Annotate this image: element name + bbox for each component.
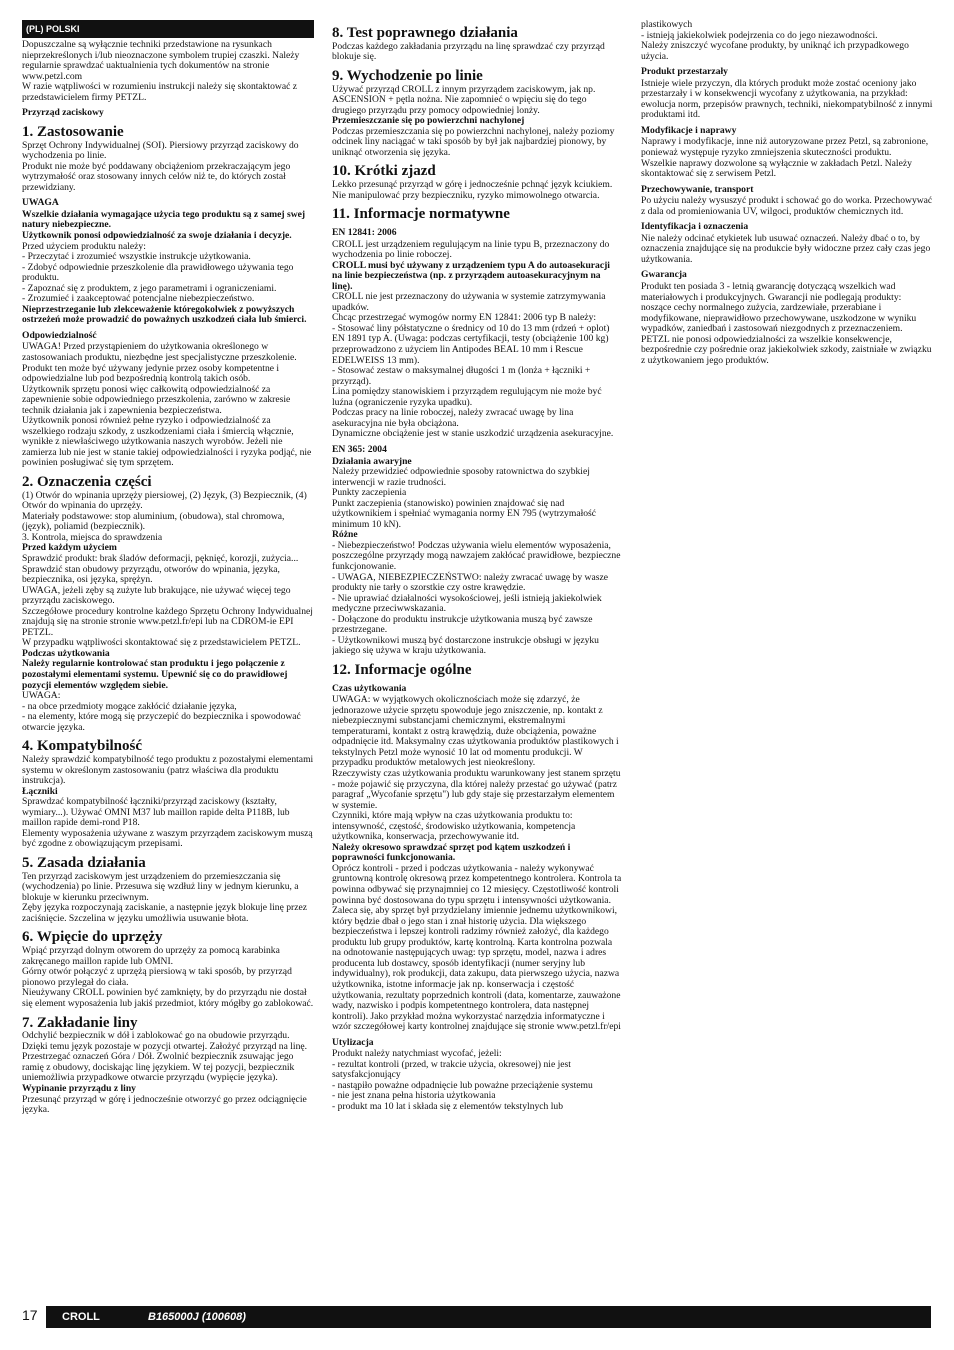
bold-paragraph: Działania awaryjne — [332, 455, 412, 467]
bold-paragraph: Wypinanie przyrządu z liny — [22, 1082, 136, 1094]
paragraph: Czynniki, które mają wpływ na czas użytkowania produktu to: intensywność, częstość, środowisko użytkowania, kompetencja użytkownika, konserwacja, przechowywanie itd. — [332, 810, 576, 843]
paragraph: Przesunąć przyrząd w górę i jednocześnie otworzyć go przez odciągnięcie języka. — [22, 1093, 307, 1116]
bold-paragraph: Podczas użytkowania — [22, 647, 110, 659]
paragraph: - nie jest znana pełna historia użytkowania — [332, 1090, 496, 1102]
subsection-heading: Produkt przestarzały — [641, 66, 728, 78]
bold-paragraph: Nieprzestrzeganie lub zlekceważenie któregokolwiek z powyższych ostrzeżeń może prowadzić do poważnych uszkodzeń ciała lub śmierci. — [22, 303, 307, 326]
paragraph: Górny otwór połączyć z uprzężą piersiową w taki sposób, by przyrząd pionowo przylegał do ciała. — [22, 966, 292, 988]
page-number: 17 — [22, 1307, 38, 1323]
section-heading: 9. Wychodzenie po linie — [332, 67, 483, 84]
paragraph: Używać przyrząd CROLL z innym przyrządem zaciskowym, jak np. ASCENSION + pętla nożna. Nie zapomnieć o wpięciu się do tego drugiego przyrządu przy pomocy odpowiedniej lonży. — [332, 83, 596, 116]
product-model: CROLL — [62, 1311, 100, 1323]
section-heading: 1. Zastosowanie — [22, 123, 124, 140]
bold-paragraph: Wszelkie działania wymagające użycia tego produktu są z samej swej natury niebezpieczne. — [22, 208, 306, 231]
section-heading: 7. Zakładanie liny — [22, 1014, 138, 1031]
paragraph: Produkt ten może być używany jedynie przez osoby kompetentne i odpowiedzialne lub pod bezpośrednią kontrolą takich osób. — [22, 362, 280, 385]
bold-paragraph: Łączniki — [22, 785, 58, 797]
paragraph: - Przeczytać i zrozumieć wszystkie instrukcje użytkowania. — [22, 251, 251, 263]
paragraph: Należy zniszczyć wycofane produkty, by uniknąć ich przypadkowego użycia. — [641, 40, 909, 62]
subsection-heading: EN 12841: 2006 — [332, 227, 397, 239]
paragraph: Dopuszczalne są wyłącznie techniki przedstawione na rysunkach nieprzekreślonych i/lub nieoznaczone symbolem trupiej czaszki. Należy regularnie sprawdzać uaktualnienia tych dokumentów na stronie www.petzl.com — [22, 39, 300, 82]
page-footer — [22, 1306, 931, 1328]
bold-paragraph: Użytkownik ponosi odpowiedzialność za swoje działania i decyzje. — [22, 229, 292, 241]
bold-paragraph: Należy regularnie kontrolować stan produktu i jego połączenie z pozostałymi elementami systemu. Upewnić się co do prawidłowej pozycji elementów względem siebie. — [22, 658, 288, 691]
subsection-heading: EN 365: 2004 — [332, 443, 387, 455]
paragraph: Oprócz kontroli - przed i podczas użytkowania - należy wykonywać gruntowną kontrolę okresową przez kompetentnego kontrolera. Kontrola ta powinna odbywać się przynajmniej co 12 miesięcy. Częstotliwość kontroli powinna być dostosowana do typu sprzętu i intensywności użytkowania. Zaleca się, aby sprzęt był przydzielany imiennie jednemu użytkownikowi, który będzie dbał o jego stan i znał historię użycia. Dla większego bezpieczeństwa i lepszej kontroli radzimy również założyć, dla każdego produktu lub grupy produktów, kartę kontrolną. Karta kontrolna pozwala na odnotowanie następujących uwag: typ sprzętu, model, nazwa i adres producenta lub dostawcy, sposób identyfikacji (numer seryjny lub indywidualny), rok produkcji, data zakupu, data pierwszego użycia, nazwa użytkownika, istotne informacje jak np. konserwacja i częstość użytkowania, rezultaty poprzednich kontroli (data, komentarze, zauważone wady, nazwisko i podpis kompetentnego kontrolera, data następnej kontroli). Jako przykład można wykorzystać narzędzia informatyczne i wzór szczegółowej karty kontrolnej znajdujące się stronie www.petzl.fr/epi — [332, 862, 622, 1033]
column-3 — [641, 20, 933, 1298]
paragraph: W razie wątpliwości w rozumieniu instrukcji należy się skontaktować z przedstawicielem firmy PETZL. — [22, 81, 298, 103]
paragraph: Sprzęt Ochrony Indywidualnej (SOI). Piersiowy przyrząd zaciskowy do wychodzenia po linie. — [22, 139, 299, 162]
bold-paragraph: Przemieszczanie się po powierzchni nachylonej — [332, 115, 525, 127]
subsection-heading: Odpowiedzialność — [22, 329, 97, 341]
paragraph: W przypadku wątpliwości skontaktować się z przedstawicielem PETZL. — [22, 637, 301, 649]
paragraph: plastikowych — [641, 20, 693, 30]
section-heading: 11. Informacje normatywne — [332, 206, 510, 223]
paragraph: - Zdobyć odpowiednie przeszkolenie dla prawidłowego używania tego produktu. — [22, 261, 294, 284]
paragraph: Sprawdzić stan obudowy przyrządu, otworów do wpinania, języka, bezpiecznika, osi języka, sprężyn. — [22, 563, 280, 586]
paragraph: Lina pomiędzy stanowiskiem i przyrządem regulującym nie może być luźna (ograniczenie ryzyka upadku). — [332, 386, 602, 408]
paragraph: Zęby języka rozpoczynają zaciskanie, a następnie język blokuje linę przez zaciśnięcie. Szczelina w języku umożliwia usuwanie błota. — [22, 902, 308, 924]
paragraph: - rezultat kontroli (przed, w trakcie użycia, okresowej) nie jest satysfakcjonujący — [332, 1058, 571, 1081]
paragraph: - na elementy, które mogą się przyczepić do bezpiecznika i spowodować otwarcie języka. — [22, 711, 301, 733]
paragraph: CROLL nie jest przeznaczony do używania w systemie zatrzymywania upadków. — [332, 291, 606, 313]
paragraph: UWAGA: w wyjątkowych okolicznościach może się zdarzyć, że jednorazowe użycie sprzętu spowoduje jego zniszczenie, np. kontakt z niebezpiecznymi substancjami chemicznymi, ekstremalnymi temperaturami, kontakt z ostrą krawędzią, duże obciążenia, poważne odpadnięcie itd. Maksymalny czas użytkowania produktów plastikowych i tekstylnych Petzl może wynosić 10 lat od momentu produkcji. W przypadku produktów metalowych jest nieokreślony. — [332, 694, 619, 769]
section-heading: 8. Test poprawnego działania — [332, 25, 518, 41]
paragraph: Produkt ten posiada 3 - letnią gwarancję dotyczącą wszelkich wad materiałowych i produkcyjnych. Gwarancji nie podlegają produkty: noszące cechy normalnego zużycia, zardzewiałe, przerabiane i modyfikowane, nieprawidłowo przechowywane, uszkodzone w wyniku wypadków, zaniedbań i zastosowań niezgodnych z przeznaczeniem. — [641, 281, 917, 335]
paragraph: Lekko przesunąć przyrząd w górę i jednocześnie pchnąć język kciukiem. Nie manipulować przy bezpieczniku, ryzyko mimowolnego otwarcia. — [332, 179, 613, 201]
paragraph: Nie należy odcinać etykietek lub usuwać oznaczeń. Należy dbać o to, by oznaczenia znajdujące się na produkcie były widoczne przez cały czas jego użytkowania. — [641, 232, 931, 265]
footer-bar — [46, 1306, 931, 1328]
paragraph: Naprawy i modyfikacje, inne niż autoryzowane przez Petzl, są zabronione, ponieważ występuje ryzyko zmniejszenia skuteczności produktu. — [641, 136, 929, 159]
paragraph: Szczegółowe procedury kontrolne każdego Sprzętu Ochrony Indywidualnej znajdują się na stronie stronie www.petzl.fr/epi lub na CDROM-ie EPI PETZL. — [22, 605, 313, 638]
subsection-heading: Czas użytkowania — [332, 682, 407, 694]
paragraph: Sprawdzić produkt: brak śladów deformacji, pęknięć, korozji, zużycia... — [22, 553, 299, 565]
paragraph: Po użyciu należy wysuszyć produkt i schować go do worka. Przechowywać z dala od promieniowania UV, wilgoci, produktów chemicznych itd. — [641, 195, 933, 217]
paragraph: Należy sprawdzić kompatybilność tego produktu z pozostałymi elementami systemu w określonym zastosowaniu (patrz właściwa dla produktu instrukcja). — [22, 754, 314, 787]
paragraph: - istnieją jakiekolwiek podejrzenia co do jego niezawodności. — [641, 29, 878, 41]
section-heading: 4. Kompatybilność — [22, 738, 143, 755]
paragraph: Elementy wyposażenia używane z waszym przyrządem zaciskowym muszą być zgodne z obowiązującym przepisami. — [22, 827, 313, 850]
paragraph: Należy przewidzieć odpowiednie sposoby ratownictwa do szybkiej interwencji w razie trudności. — [332, 466, 590, 488]
paragraph: Produkt należy natychmiast wycofać, jeżeli: — [332, 1048, 502, 1060]
paragraph: - UWAGA, NIEBEZPIECZEŃSTWO: należy zwracać uwagę by wasze produkty nie tarły o szorstkie czy ostre krawędzie. — [332, 571, 608, 594]
subsection-heading: Identyfikacja i oznaczenia — [641, 221, 749, 233]
paragraph: Przed użyciem produktu należy: — [22, 240, 146, 252]
section-heading: 12. Informacje ogólne — [332, 661, 472, 678]
paragraph: - produkt ma 10 lat i składa się z elementów tekstylnych lub — [332, 1100, 563, 1112]
paragraph: - Zapoznać się z produktem, z jego parametrami i ograniczeniami. — [22, 282, 277, 294]
paragraph: Punkty zaczepienia — [332, 487, 407, 499]
paragraph: - Niebezpieczeństwo! Podczas używania wielu elementów wyposażenia, poszczególne przyrządy mogą nawzajem zakłócać prawidłowe, bezpieczne funkcjonowanie. — [332, 539, 621, 572]
column-1 — [22, 20, 314, 1298]
paragraph: - na obce przedmioty mogące zakłócić działanie języka, — [22, 700, 237, 712]
subsection-heading: Utylizacja — [332, 1036, 374, 1048]
subsection-heading: Przechowywanie, transport — [641, 183, 754, 195]
bold-paragraph: Różne — [332, 529, 358, 541]
paragraph: UWAGA, jeżeli zęby są zużyte lub brakujące, nie używać więcej tego przyrządu zaciskowego. — [22, 584, 291, 607]
paragraph: Podczas przemieszczania się po powierzchni nachylonej, należy poziomy odcinek liny naciągać w taki sposób by był jak najbardziej pionowy, by uniknąć otworzenia się języka. — [332, 125, 615, 158]
paragraph: UWAGA! Przed przystąpieniem do użytkowania określonego w zastosowaniach produktu, niezbędne jest specjalistyczne przeszkolenie. — [22, 341, 297, 363]
paragraph: Punkt zaczepienia (stanowisko) powinien znajdować się nad użytkownikiem i spełniać wymagania normy EN 795 (wytrzymałość minimum 10 kN). — [332, 497, 597, 530]
paragraph: PETZL nie ponosi odpowiedzialności za wszelkie konsekwencje, bezpośrednie czy pośrednie oraz jakiekolwiek szkody, zaistniałe w związku z użytkowaniem jego produktów. — [641, 333, 932, 366]
paragraph: Wszelkie naprawy dozwolone są wyłącznie w zakładach Petzl. Należy skontaktować się z serwisem Petzl. — [641, 157, 912, 180]
section-heading: 5. Zasada działania — [22, 854, 146, 871]
paragraph: Wpiąć przyrząd dolnym otworem do uprzęży za pomocą karabinka zakręcanego maillon rapide lub OMNI. — [22, 945, 280, 967]
paragraph: Użytkownik ponosi również pełne ryzyko i odpowiedzialność za wszelkiego rodzaju szkody, z uszkodzeniami ciała i śmiercią włącznie, wynikłe z niewłaściwego użytkowania naszych wyrobów. Jeżeli nie zamierza lub nie jest w stanie takiej odpowiedzialności i ryzyka podjąć, nie powinien posługiwać się tym sprzętem. — [22, 415, 312, 469]
paragraph: Ten przyrząd zaciskowym jest urządzeniem do przemieszczania się (wychodzenia) po linie. Przesuwa się wzdłuż liny w jednym kierunku, a blokuje w kierunku przeciwnym. — [22, 870, 299, 903]
bold-paragraph: Należy okresowo sprawdzać sprzęt pod kątem uszkodzeń i poprawności funkcjonowania. — [332, 841, 571, 864]
column-2 — [332, 20, 622, 1298]
paragraph: Istnieje wiele przyczyn, dla których produkt może zostać oceniony jako przestarzały i w konsekwencji wycofany z użytkowania, na przykład: ewolucja norm, przepisów prawnych, techniki, niekompatybilność z innymi produktami itd. — [641, 77, 933, 121]
paragraph: Rzeczywisty czas użytkowania produktu warunkowany jest stanem sprzętu - może pojawić się przyczyna, dla której należy przestać go używać (patrz paragraf „Wycofanie sprzętu") lub gdy staje się przestarzałym elementem w systemie. — [332, 768, 621, 811]
paragraph: (1) Otwór do wpinania uprzęży piersiowej, (2) Język, (3) Bezpiecznik, (4) Otwór do wpinania do uprzęży. — [22, 489, 307, 512]
bold-paragraph: CROLL musi być używany z urządzeniem typu A do autoasekuracji na linie bezpieczeństwa (np. z przyrządem autoasekuracyjnym na linę). — [332, 259, 610, 292]
paragraph: Odchylić bezpiecznik w dół i zablokować go na obudowie przyrządu. Dzięki temu język pozostaje w pozycji otwartej. Założyć przyrząd na linę. Przestrzegać oznaczeń Góra / Dół. Zwolnić bezpiecznik zsuwając jego ramię z obudowy, dociskając linę językiem. W tej pozycji, bezpiecznik uniemożliwia przypadkowe otwarcie przyrządu (wypięcie języka). — [22, 1030, 308, 1084]
paragraph: - Dołączone do produktu instrukcje użytkowania muszą być zawsze przestrzegane. — [332, 613, 593, 636]
document-reference: B165000J (100608) — [148, 1311, 246, 1323]
section-heading: 6. Wpięcie do uprzęży — [22, 929, 163, 946]
section-heading: 2. Oznaczenia części — [22, 473, 152, 490]
subsection-heading: Modyfikacje i naprawy — [641, 124, 737, 136]
paragraph: CROLL jest urządzeniem regulującym na linie typu B, przeznaczony do wychodzenia po linie roboczej. — [332, 238, 610, 261]
paragraph: - Nie uprawiać działalności wysokościowej, jeśli istnieją jakiekolwiek medyczne przeciwwskazania. — [332, 592, 602, 615]
paragraph: Produkt nie może być poddawany obciążeniom przekraczającym jego wytrzymałość oraz stosowany innych celów niż te, do których został przewidziany. — [22, 160, 291, 193]
paragraph: 3. Kontrola, miejsca do sprawdzenia — [22, 531, 163, 543]
paragraph: - Stosować zestaw o maksymalnej długości 1 m (lonża + łączniki + przyrząd). — [332, 365, 591, 387]
paragraph: UWAGA: — [22, 690, 61, 702]
section-heading: 10. Krótki zjazd — [332, 163, 436, 180]
paragraph: Użytkownik sprzętu ponosi więc całkowitą odpowiedzialność za zapewnienie sobie odpowiedniego przeszkolenia, zarówno w zakresie technik działania jak i zapewnienia bezpieczeństwa. — [22, 383, 291, 416]
paragraph: Podczas pracy na linie roboczej, należy zwracać uwagę by lina asekuracyjna nie była obciążona. — [332, 407, 574, 429]
paragraph: Dynamiczne obciążenie jest w stanie uszkodzić urządzenia asekuracyjne. — [332, 428, 614, 440]
paragraph: Podczas każdego zakładania przyrządu na linę sprawdzać czy przyrząd blokuje się. — [332, 40, 605, 63]
paragraph: - nastąpiło poważne odpadnięcie lub poważne przeciążenie systemu — [332, 1079, 593, 1091]
paragraph: - Użytkownikowi muszą być dostarczone instrukcje obsługi w języku jakiego się używa w kraju użytkowania. — [332, 634, 599, 657]
language-label: (PL) POLSKI — [22, 20, 314, 38]
paragraph: Sprawdzać kompatybilność łączniki/przyrząd zaciskowy (kształty, wymiary...). Używać OMNI M37 lub maillon rapide delta P118B, lub maillon rapide demi-rond P18. — [22, 796, 290, 829]
paragraph: Nieużywany CROLL powinien być zamknięty, by do przyrządu nie dostał się element wyposażenia lub jakiś przedmiot, który mógłby go zablokować. — [22, 987, 314, 1009]
subsection-heading: Gwarancja — [641, 269, 687, 281]
subsection-heading: Przyrząd zaciskowy — [22, 107, 104, 119]
paragraph: Chcąc przestrzegać wymogów normy EN 12841: 2006 typ B należy: — [332, 312, 597, 324]
bold-paragraph: Przed każdym użyciem — [22, 542, 117, 554]
paragraph: Materiały podstawowe: stop aluminium, (obudowa), stal chromowa, (język), poliamid (bezpiecznik). — [22, 510, 285, 533]
paragraph: - Zrozumieć i zaakceptować potencjalne niebezpieczeństwo. — [22, 293, 255, 305]
paragraph: - Stosować liny półstatyczne o średnicy od 10 do 13 mm (rdzeń + oplot) EN 1891 typ A. (Uwaga: podczas certyfikacji, testy (obciążenie 100 kg) przeprowadzono z użyciem lin Antipodes BEAL 10 mm i Rescue EDELWEISS 13 mm). — [332, 322, 610, 366]
subsection-heading: UWAGA — [22, 197, 59, 209]
